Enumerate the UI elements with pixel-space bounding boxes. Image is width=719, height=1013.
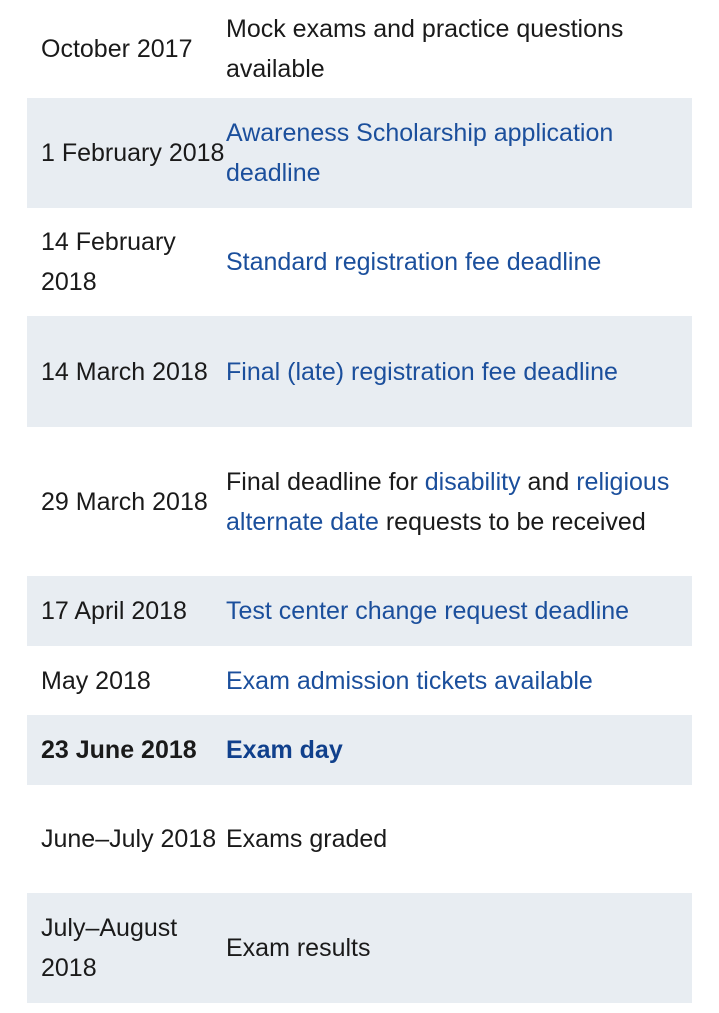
- event-cell: [226, 819, 692, 859]
- exam-day-link[interactable]: Exam day: [226, 736, 343, 764]
- scholarship-deadline-link[interactable]: Awareness Scholarship application deadline: [226, 119, 614, 187]
- table-row: [27, 208, 692, 316]
- disability-link[interactable]: disability: [424, 467, 521, 496]
- event-text: Exams graded: [226, 825, 388, 853]
- table-row: [27, 893, 692, 1003]
- date-cell: 14 February 2018: [41, 228, 176, 296]
- event-text: Mock exams and practice questions available: [226, 15, 624, 83]
- event-cell: [226, 928, 692, 968]
- date-cell: May 2018: [41, 666, 151, 695]
- date-cell: 17 April 2018: [41, 597, 187, 625]
- event-cell: [226, 352, 692, 392]
- late-registration-link[interactable]: Final (late) registration fee deadline: [226, 357, 618, 386]
- table-row: [27, 715, 692, 785]
- table-row: [27, 316, 692, 427]
- event-cell: [226, 730, 692, 770]
- table-row: [27, 0, 692, 98]
- date-cell: 1 February 2018: [41, 139, 225, 167]
- event-cell: [226, 113, 692, 193]
- test-center-change-link[interactable]: Test center change request deadline: [226, 597, 630, 625]
- table-row: [27, 785, 692, 893]
- date-cell: 14 March 2018: [41, 357, 208, 386]
- event-cell: [226, 9, 692, 89]
- date-cell: October 2017: [41, 35, 193, 63]
- table-row: [27, 646, 692, 715]
- table-row: [27, 576, 692, 646]
- event-cell: [226, 591, 692, 631]
- date-cell: 23 June 2018: [41, 736, 197, 764]
- event-text: Final deadline for: [226, 467, 425, 496]
- standard-registration-link[interactable]: Standard registration fee deadline: [226, 248, 602, 276]
- event-text: and: [520, 467, 577, 496]
- date-cell: 29 March 2018: [41, 487, 208, 516]
- admission-tickets-link[interactable]: Exam admission tickets available: [226, 666, 593, 695]
- table-row: [27, 427, 692, 576]
- date-cell: July–August 2018: [41, 914, 178, 982]
- event-cell: [226, 242, 692, 282]
- event-cell: [226, 661, 692, 701]
- event-text: Exam results: [226, 934, 371, 962]
- religious-alternate-date-link[interactable]: religious alternate date: [226, 467, 670, 536]
- table-row: [27, 98, 692, 208]
- event-cell: [226, 462, 692, 542]
- date-cell: June–July 2018: [41, 825, 217, 853]
- event-text: requests to be received: [378, 507, 646, 536]
- exam-schedule-table: [27, 0, 692, 1003]
